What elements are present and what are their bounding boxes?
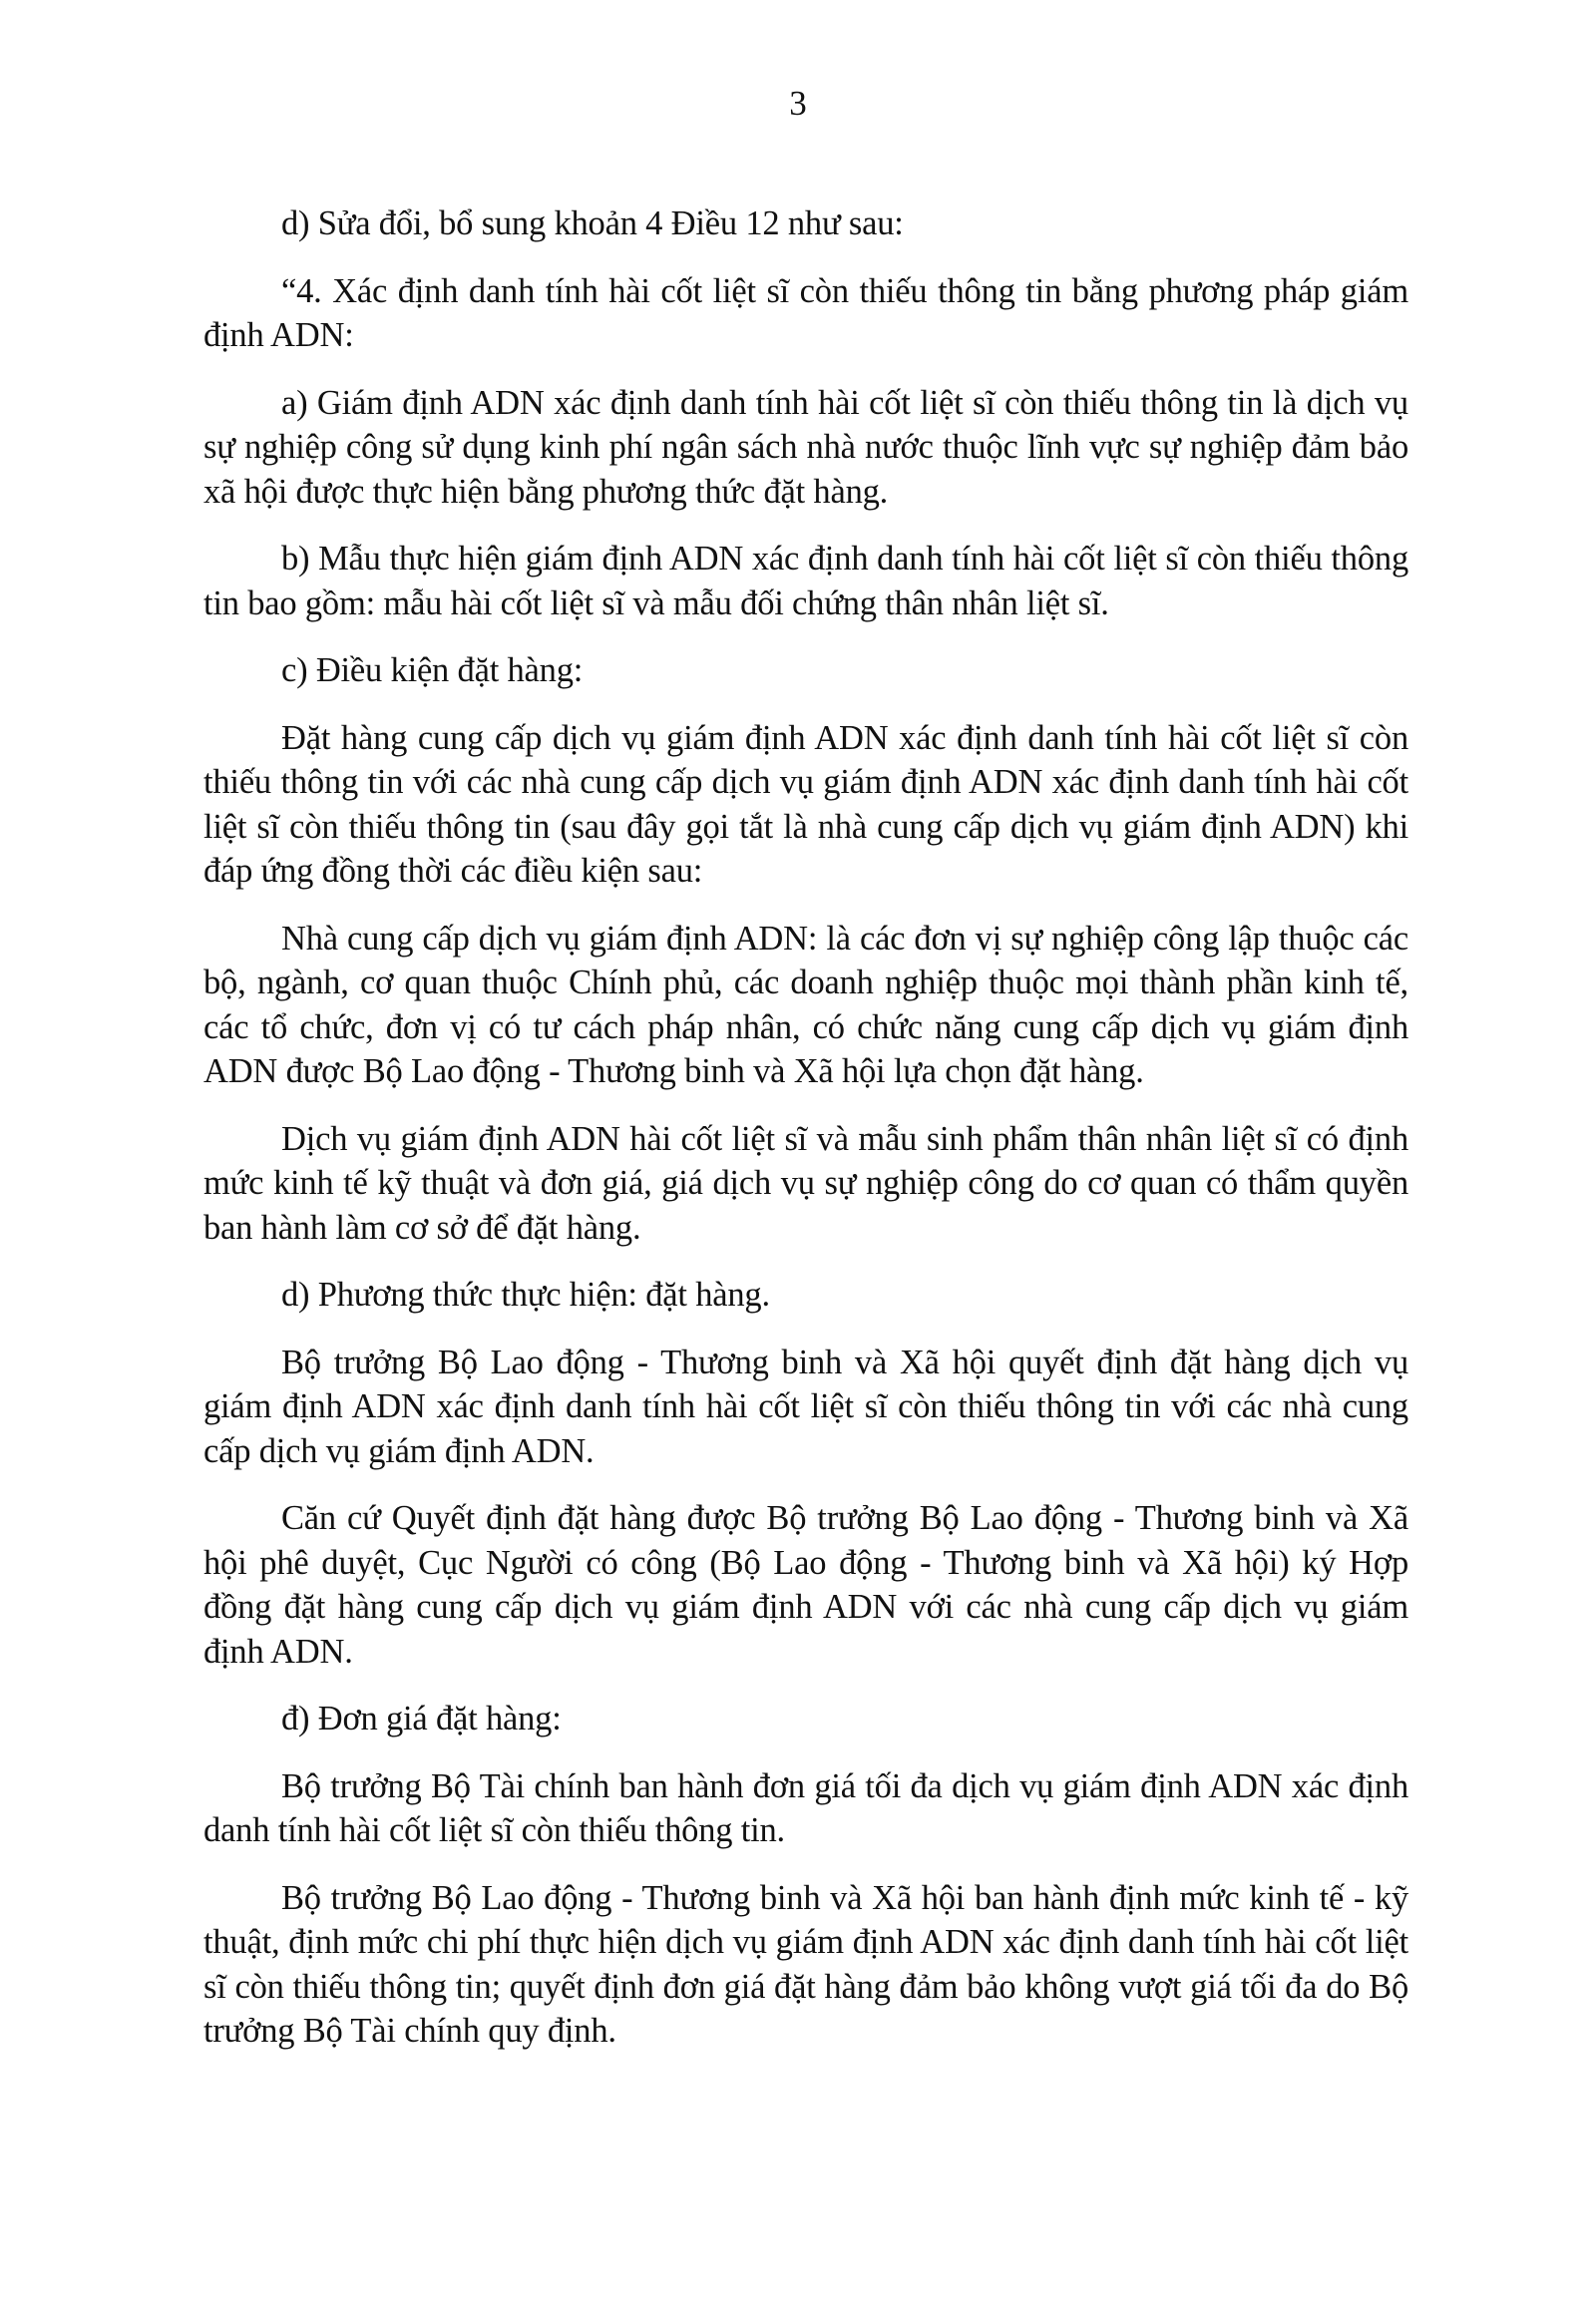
point-dd-heading: đ) Đơn giá đặt hàng: xyxy=(281,1700,562,1738)
point-b-paragraph: b) Mẫu thực hiện giám định ADN xác định danh tính hài cốt liệt sĩ còn thiếu thông tin bao gồm: mẫu hài cốt liệt sĩ và mẫu đối chứng thân nhân liệt sĩ. xyxy=(203,540,1408,622)
service-norms-paragraph: Dịch vụ giám định ADN hài cốt liệt sĩ và mẫu sinh phẩm thân nhân liệt sĩ có định mức kinh tế kỹ thuật và đơn giá, giá dịch vụ sự nghiệp công do cơ quan có thẩm quyền ban hành làm cơ sở để đặt hàng. xyxy=(203,1119,1408,1247)
point-c-heading: c) Điều kiện đặt hàng: xyxy=(281,651,584,689)
ordering-conditions-paragraph: Đặt hàng cung cấp dịch vụ giám định ADN xác định danh tính hài cốt liệt sĩ còn thiếu thông tin với các nhà cung cấp dịch vụ giám định ADN xác định danh tính hài cốt liệt sĩ còn thiếu thông tin (sau đây gọi tắt là nhà cung cấp dịch vụ giám định ADN) khi đáp ứng đồng thời các điều kiện sau: xyxy=(203,718,1408,890)
point-d-heading: d) Phương thức thực hiện: đặt hàng. xyxy=(281,1276,770,1314)
clause-d-heading: d) Sửa đổi, bổ sung khoản 4 Điều 12 như sau: xyxy=(281,204,904,242)
minister-decision-paragraph: Bộ trưởng Bộ Lao động - Thương binh và Xã hội quyết định đặt hàng dịch vụ giám định ADN xác định danh tính hài cốt liệt sĩ còn thiếu thông tin với các nhà cung cấp dịch vụ giám định ADN. xyxy=(203,1343,1408,1470)
point-a-paragraph: a) Giám định ADN xác định danh tính hài cốt liệt sĩ còn thiếu thông tin là dịch vụ sự nghiệp công sử dụng kinh phí ngân sách nhà nước thuộc lĩnh vực sự nghiệp đảm bảo xã hội được thực hiện bằng phương thức đặt hàng. xyxy=(203,383,1408,511)
contract-paragraph: Căn cứ Quyết định đặt hàng được Bộ trưởng Bộ Lao động - Thương binh và Xã hội phê duyệt, Cục Người có công (Bộ Lao động - Thương binh và Xã hội) ký Hợp đồng đặt hàng cung cấp dịch vụ giám định ADN với các nhà cung cấp dịch vụ giám định ADN. xyxy=(203,1499,1408,1671)
labour-minister-paragraph: Bộ trưởng Bộ Lao động - Thương binh và Xã hội ban hành định mức kinh tế - kỹ thuật, định mức chi phí thực hiện dịch vụ giám định ADN xác định danh tính hài cốt liệt sĩ còn thiếu thông tin; quyết định đơn giá đặt hàng đảm bảo không vượt giá tối đa do Bộ trưởng Bộ Tài chính quy định. xyxy=(203,1878,1408,2050)
finance-minister-paragraph: Bộ trưởng Bộ Tài chính ban hành đơn giá tối đa dịch vụ giám định ADN xác định danh tính hài cốt liệt sĩ còn thiếu thông tin. xyxy=(203,1766,1408,1849)
clause-4-title: “4. Xác định danh tính hài cốt liệt sĩ còn thiếu thông tin bằng phương pháp giám định ADN: xyxy=(203,271,1408,354)
provider-paragraph: Nhà cung cấp dịch vụ giám định ADN: là các đơn vị sự nghiệp công lập thuộc các bộ, ngành, cơ quan thuộc Chính phủ, các doanh nghiệp thuộc mọi thành phần kinh tế, các tổ chức, đơn vị có tư cách pháp nhân, có chức năng cung cấp dịch vụ giám định ADN được Bộ Lao động - Thương binh và Xã hội lựa chọn đặt hàng. xyxy=(203,919,1408,1090)
page-number: 3 xyxy=(789,84,807,123)
document-body xyxy=(203,201,1408,2077)
